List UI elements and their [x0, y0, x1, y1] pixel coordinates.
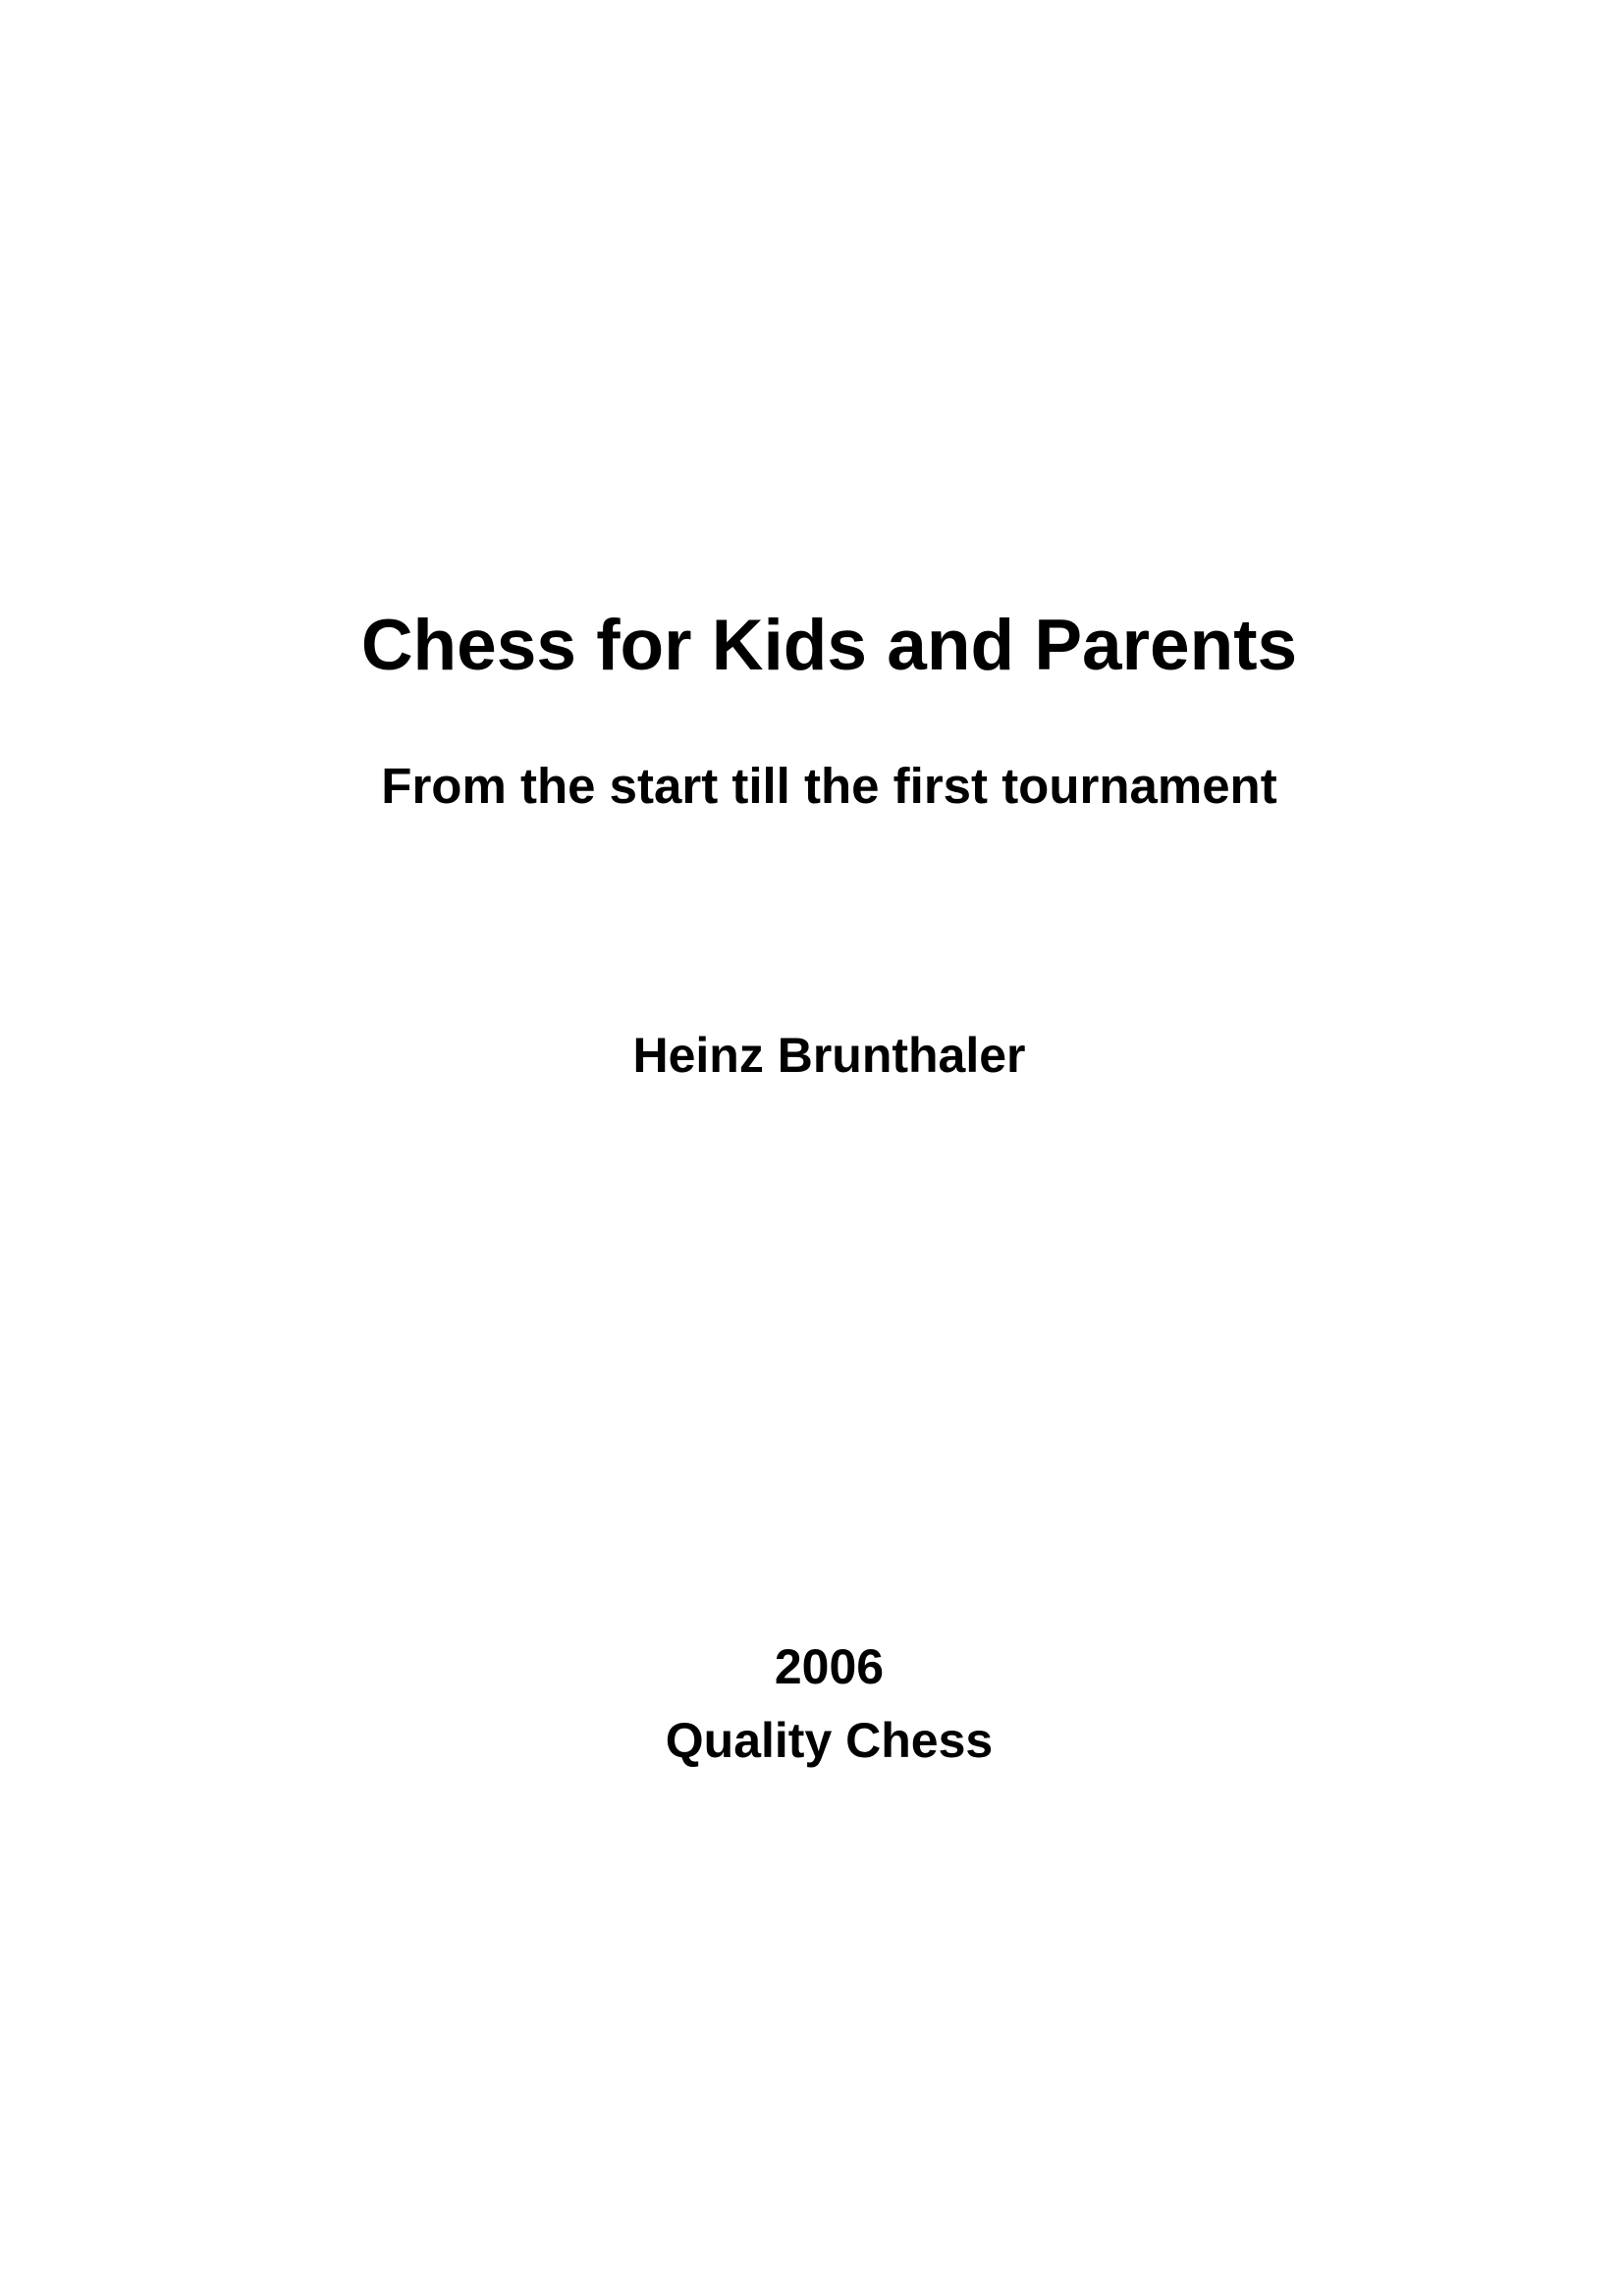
book-subtitle: From the start till the first tournament — [381, 758, 1277, 814]
publication-year: 2006 — [774, 1639, 885, 1694]
publisher-name: Quality Chess — [665, 1713, 994, 1768]
book-title: Chess for Kids and Parents — [360, 606, 1298, 685]
author-name: Heinz Brunthaler — [632, 1028, 1026, 1083]
